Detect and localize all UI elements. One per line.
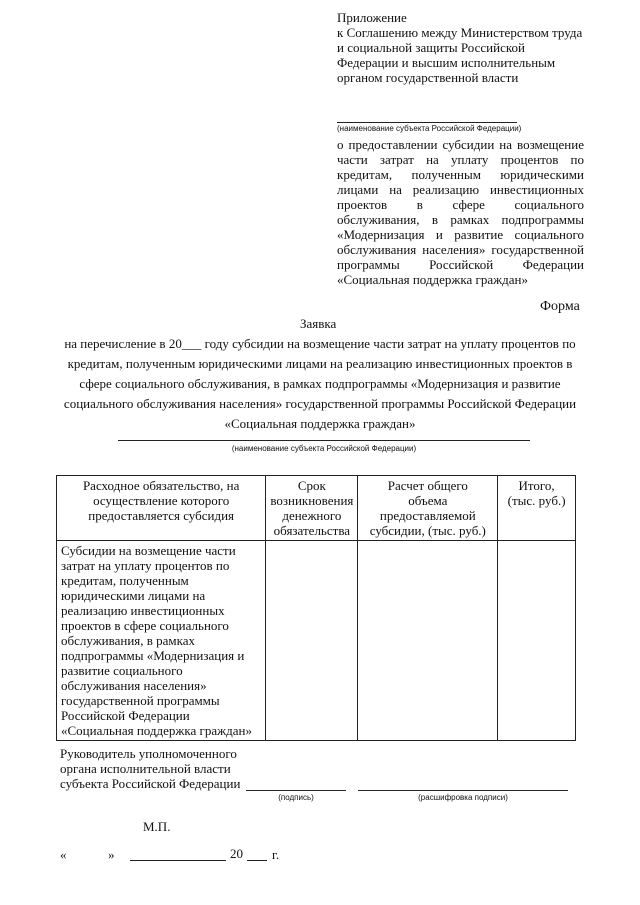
appendix-line: органом государственной власти (337, 70, 519, 85)
purpose-line: лицами на реализацию инвестиционных (337, 182, 584, 197)
purpose-line: обслуживания, в рамках подпрограммы (337, 212, 584, 227)
purpose-line: программы Российской Федерации (337, 257, 584, 272)
request-text (20, 334, 620, 434)
request-line: социального обслуживания населения» государственной программы Российской Федерации (63, 396, 577, 411)
purpose-line: кредитам, полученным юридическими (337, 167, 584, 182)
signature-block (60, 746, 320, 791)
header-cell-obligation: Расходное обязательство, на осуществление которого предоставляется субсидия (57, 476, 266, 541)
purpose-line: проектов в сфере социального (337, 197, 584, 212)
appendix-purpose (337, 137, 584, 287)
signature-line: Руководитель уполномоченного (60, 746, 237, 761)
purpose-line: части затрат на уплату процентов по (337, 152, 584, 167)
subject-name-line (337, 122, 517, 123)
subject-caption-2: (наименование субъекта Российской Федерации) (231, 444, 417, 453)
request-line: сфере социального обслуживания, в рамках подпрограммы «Модернизация и развитие (79, 376, 561, 391)
subject-caption: (наименование субъекта Российской Федерации) (337, 124, 522, 133)
table-header-row (57, 476, 576, 541)
request-line: «Социальная поддержка граждан» (224, 416, 416, 431)
date-year-suffix: г. (272, 847, 280, 862)
header-cell-calculation: Расчет общего объема предоставляемой субсидии, (тыс. руб.) (358, 476, 498, 541)
header-cell-total: Итого, (тыс. руб.) (498, 476, 576, 541)
sign-caption: (подпись) (278, 793, 314, 802)
decode-caption: (расшифровка подписи) (418, 793, 508, 802)
purpose-line-last: «Социальная поддержка граждан» (337, 272, 528, 287)
appendix-line: к Соглашению между Министерством труда (337, 25, 583, 40)
appendix-line: и социальной защиты Российской (337, 40, 525, 55)
year-field-line (247, 860, 267, 861)
subsidy-table (56, 475, 576, 741)
request-line: на перечисление в 20___ году субсидии на возмещение части затрат на уплату процентов по (64, 336, 576, 351)
form-label: Форма (540, 299, 580, 314)
decode-field-line (358, 790, 568, 791)
signature-line: органа исполнительной власти (60, 761, 231, 776)
appendix-line: Федерации и высшим исполнительным (337, 55, 556, 70)
row-cell-description: Субсидии на возмещение части затрат на уплату процентов по кредитам, полученным юридическими лицами на реализацию инвестиционных проектов в сфере социального обслуживания, в рамках подпрограммы «Модернизация и развитие социального обслуживания населения» государственной программы Российской Федерации «Социальная поддержка граждан» (57, 541, 266, 741)
appendix-line: Приложение (337, 10, 407, 25)
stamp-placeholder: М.П. (143, 819, 171, 834)
row-cell-total (498, 541, 576, 741)
request-line: кредитам, полученным юридическими лицами на реализацию инвестиционных проектов в (67, 356, 573, 371)
signature-field-line (246, 790, 346, 791)
row-cell-term (266, 541, 358, 741)
month-field-line (130, 860, 226, 861)
purpose-line: «Модернизация и развитие социального (337, 227, 584, 242)
subject-name-line-2 (118, 440, 530, 441)
date-open-quote: « (60, 847, 67, 862)
purpose-line: о предоставлении субсидии на возмещение (337, 137, 584, 152)
date-close-quote: » (108, 847, 115, 862)
table-row (57, 541, 576, 741)
date-year-prefix: 20 (230, 846, 243, 861)
purpose-line: обслуживания населения» государственной (337, 242, 584, 257)
document-title: Заявка (300, 316, 337, 331)
signature-line: субъекта Российской Федерации (60, 776, 241, 791)
header-cell-term: Срок возникновения денежного обязательства (266, 476, 358, 541)
row-cell-calculation (358, 541, 498, 741)
appendix-block (337, 10, 587, 85)
